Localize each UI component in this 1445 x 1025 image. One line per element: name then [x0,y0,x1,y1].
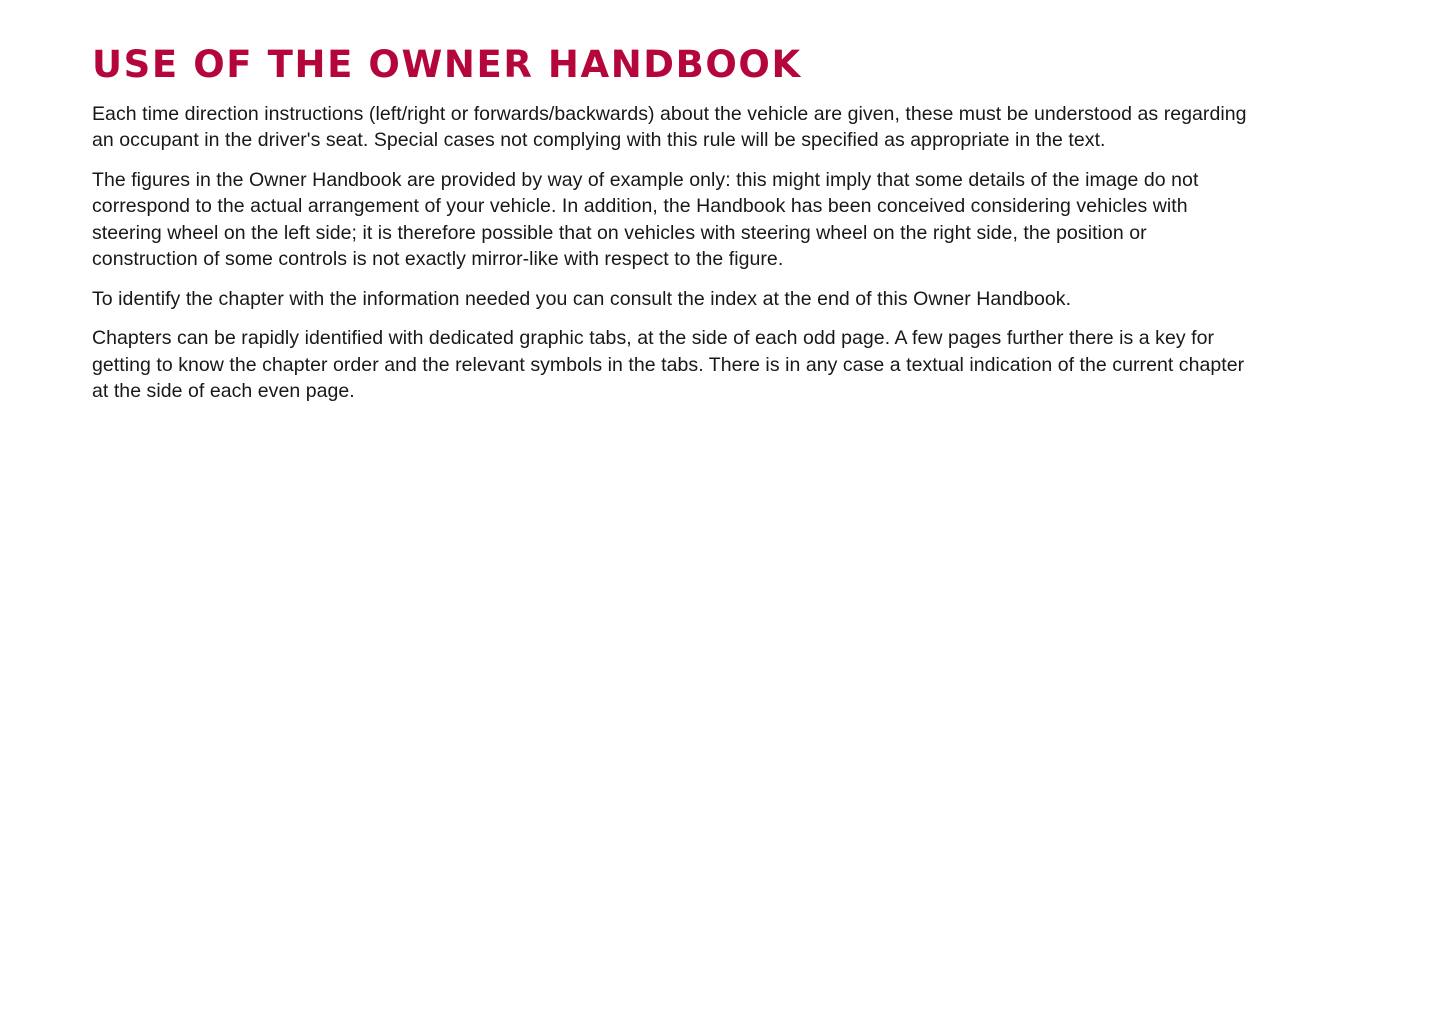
paragraph-chapter-tabs: Chapters can be rapidly identified with dedicated graphic tabs, at the side of each odd page. A few pages further there is a key for getting to know the chapter order and the relevant symbols in the tabs. There is in any case a textual indication of the current chapter at the side of each even page. [92,327,1245,403]
paragraph-figures-disclaimer: The figures in the Owner Handbook are provided by way of example only: this might imply that some details of the image do not correspond to the actual arrangement of your vehicle. In addition, the Handbook has been conceived considering vehicles with steering wheel on the left side; it is therefore possible that on vehicles with steering wheel on the right side, the position or construction of some controls is not exactly mirror-like with respect to the figure. [92,168,1199,271]
page-title: USE OF THE OWNER HANDBOOK [92,43,802,86]
paragraph-index-reference: To identify the chapter with the information needed you can consult the index at the end of this Owner Handbook. [92,287,1072,310]
paragraph-direction-instructions: Each time direction instructions (left/right or forwards/backwards) about the vehicle are given, these must be understood as regarding an occupant in the driver's seat. Special cases not complying with this rule will be specified as appropriate in the text. [92,102,1247,152]
